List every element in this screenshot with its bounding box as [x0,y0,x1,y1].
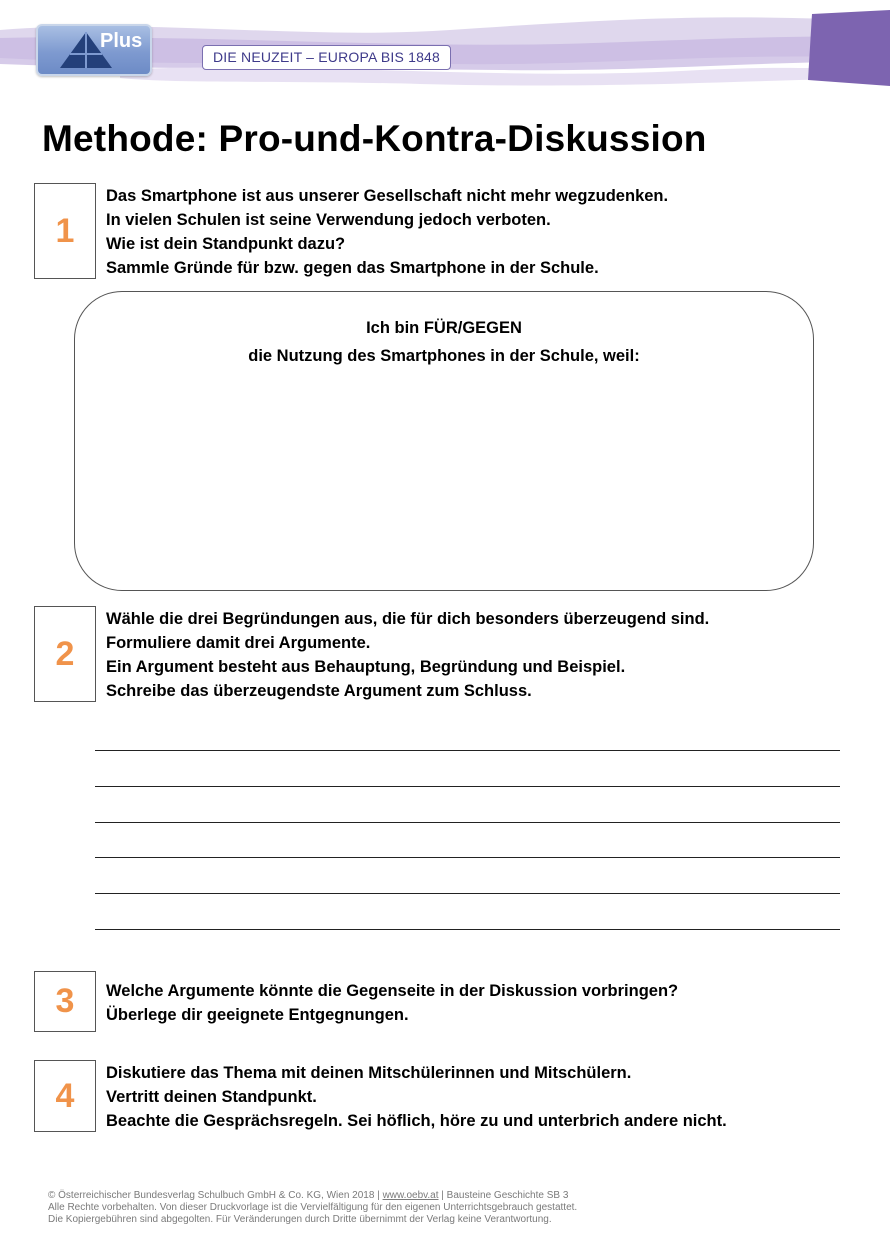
task-number-2: 2 [34,606,96,702]
answer-box-heading [75,314,813,370]
task-4-line-3: Beachte die Gesprächsregeln. Sei höflich, höre zu und unterbrich andere nicht. [106,1112,727,1130]
logo-text: Plus [100,30,143,52]
footer [48,1190,577,1226]
answer-box-line-1: Ich bin FÜR/GEGEN [366,319,522,337]
task-3-line-2: Überlege dir geeignete Entgegnungen. [106,1006,409,1024]
task-number-1: 1 [34,183,96,279]
writing-line[interactable] [95,893,840,894]
task-2-line-4: Schreibe das überzeugendste Argument zum Schluss. [106,682,532,700]
answer-box[interactable] [74,291,814,591]
task-3-line-1: Welche Argumente könnte die Gegenseite in der Diskussion vorbringen? [106,982,679,1000]
task-2-line-1: Wähle die drei Begründungen aus, die für dich besonders überzeugend sind. [106,610,710,628]
footer-book: | Bausteine Geschichte SB 3 [441,1190,569,1201]
task-4-line-2: Vertritt deinen Standpunkt. [106,1088,317,1106]
writing-line[interactable] [95,929,840,930]
task-1-text [106,184,668,280]
publisher-link[interactable]: www.oebv.at [382,1190,439,1201]
footer-copyright: © Österreichischer Bundesverlag Schulbuch GmbH & Co. KG, Wien 2018 | [48,1190,380,1201]
task-2-line-2: Formuliere damit drei Argumente. [106,634,371,652]
writing-line[interactable] [95,750,840,751]
answer-box-line-2: die Nutzung des Smartphones in der Schule, weil: [248,347,640,365]
footer-line-1 [48,1190,577,1202]
writing-line[interactable] [95,822,840,823]
task-number-3: 3 [34,971,96,1032]
task-2-text [106,607,709,703]
task-1-line-1: Das Smartphone ist aus unserer Gesellschaft nicht mehr wegzudenken. [106,187,669,205]
page-title: Methode: Pro-und-Kontra-Diskussion [42,118,707,159]
task-4-text [106,1061,727,1133]
plus-logo [36,24,152,76]
task-2-line-3: Ein Argument besteht aus Behauptung, Begründung und Beispiel. [106,658,626,676]
chapter-label: DIE NEUZEIT – EUROPA BIS 1848 [202,45,451,70]
task-3-text [106,979,678,1027]
footer-line-2: Alle Rechte vorbehalten. Von dieser Druckvorlage ist die Vervielfältigung für den eigenen Unterrichtsgebrauch gestattet. [48,1202,578,1213]
task-1-line-3: Wie ist dein Standpunkt dazu? [106,235,346,253]
task-4-line-1: Diskutiere das Thema mit deinen Mitschülerinnen und Mitschülern. [106,1064,632,1082]
writing-line[interactable] [95,857,840,858]
task-1-line-2: In vielen Schulen ist seine Verwendung jedoch verboten. [106,211,551,229]
task-1-line-4: Sammle Gründe für bzw. gegen das Smartphone in der Schule. [106,259,599,277]
footer-line-3: Die Kopiergebühren sind abgegolten. Für Veränderungen durch Dritte übernimmt der Verlag keine Verantwortung. [48,1214,552,1225]
writing-line[interactable] [95,786,840,787]
task-number-4: 4 [34,1060,96,1132]
